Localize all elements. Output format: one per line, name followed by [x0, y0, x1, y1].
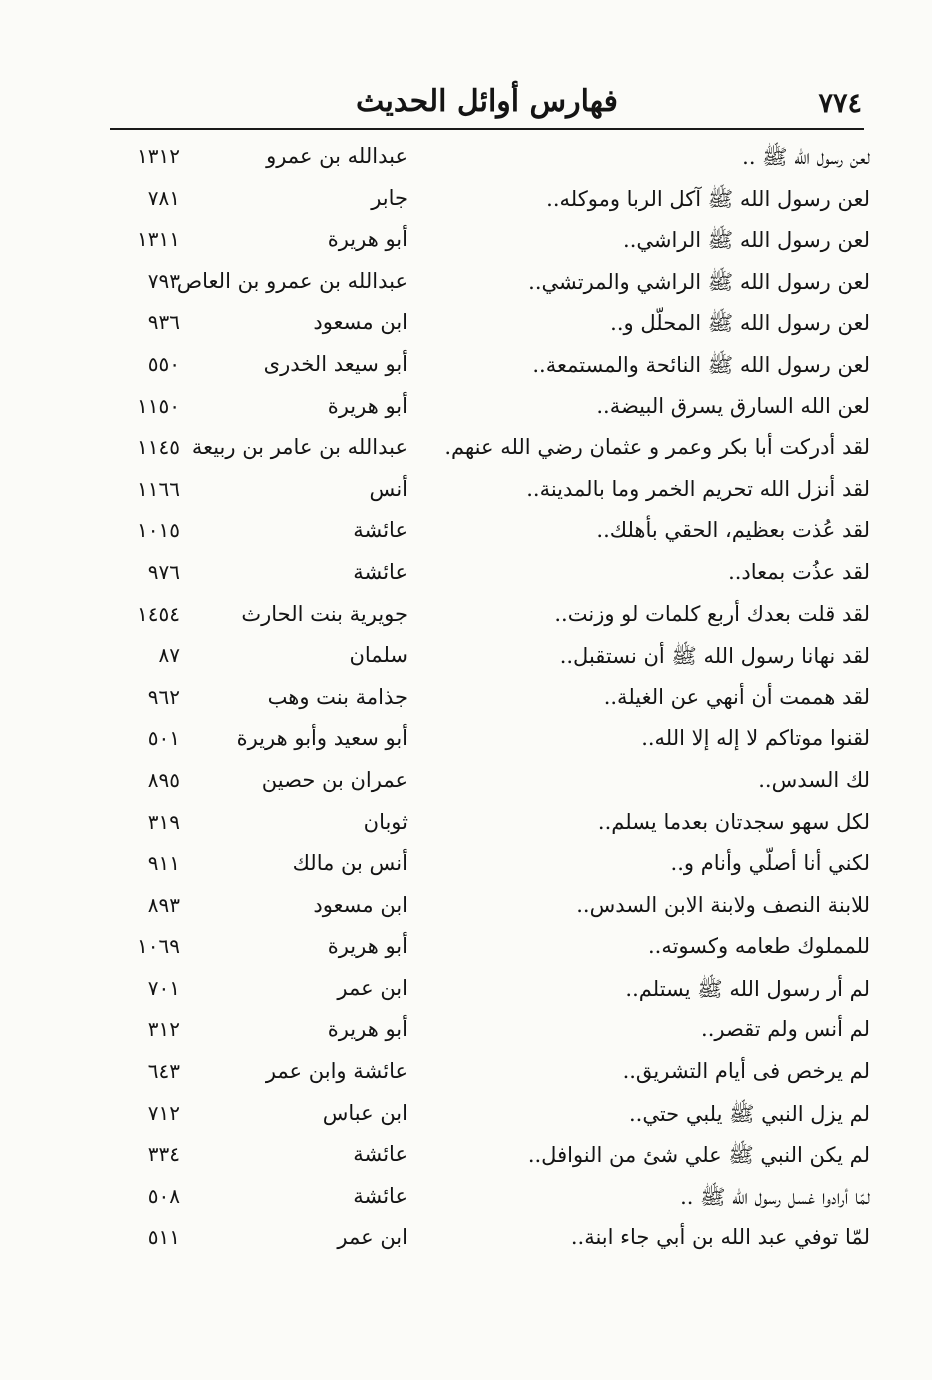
hadith-opening: لكني أنا أصلّي وأنام و.. [670, 851, 870, 876]
hadith-number: ٨٩٣ [147, 892, 180, 917]
hadith-number: ١٣١١ [137, 227, 180, 252]
hadith-opening: لقد أنزل الله تحريم الخمر وما بالمدينة.. [526, 476, 870, 501]
index-row [110, 1051, 870, 1093]
index-row [110, 136, 870, 178]
hadith-number: ١١٤٥ [137, 435, 180, 460]
index-row [110, 510, 870, 552]
narrator: جابر [371, 185, 408, 210]
narrator: عبدالله بن عامر بن ربيعة [191, 435, 408, 460]
hadith-opening: لعن رسول الله ﷺ .. [742, 145, 870, 169]
page-header [110, 80, 864, 130]
hadith-number: ٩٦٢ [147, 684, 180, 709]
hadith-opening: لم يكن النبي ﷺ علي شئ من النوافل.. [527, 1143, 870, 1168]
index-row [110, 219, 870, 261]
hadith-opening: لم يزل النبي ﷺ يلبي حتي.. [628, 1101, 870, 1126]
hadith-index-list [110, 136, 870, 1259]
narrator: أبو سعيد وأبو هريرة [236, 726, 408, 751]
hadith-number: ٨٩٥ [147, 767, 180, 792]
hadith-number: ٧٩٣ [147, 268, 180, 293]
hadith-opening: لعن رسول الله ﷺ النائحة والمستمعة.. [532, 352, 870, 377]
index-row [110, 718, 870, 760]
narrator: أبو هريرة [327, 393, 408, 418]
hadith-number: ٥٥٠ [147, 351, 180, 376]
hadith-opening: لقد أدركت أبا بكر وعمر و عثمان رضي الله عنهم. [444, 435, 870, 460]
hadith-opening: لعن رسول الله ﷺ الراشي.. [623, 228, 870, 253]
hadith-opening: لم يرخص فى أيام التشريق.. [622, 1059, 870, 1084]
hadith-opening: للابنة النصف ولابنة الابن السدس.. [576, 892, 870, 917]
hadith-number: ١١٦٦ [137, 476, 180, 501]
hadith-opening: لم أنس ولم تقصر.. [701, 1017, 870, 1042]
hadith-number: ١١٥٠ [137, 393, 180, 418]
hadith-opening: لمّا توفي عبد الله بن أبي جاء ابنة.. [570, 1225, 870, 1250]
index-row [110, 885, 870, 927]
hadith-number: ١٠١٥ [137, 518, 180, 543]
narrator: أبو سيعد الخدرى [263, 351, 408, 376]
hadith-number: ٦٤٣ [147, 1059, 180, 1084]
narrator: جويرية بنت الحارث [241, 601, 408, 626]
narrator: ابن مسعود [313, 892, 408, 917]
index-row [110, 802, 870, 844]
index-row [110, 427, 870, 469]
hadith-opening: للمملوك طعامه وكسوته.. [647, 934, 870, 959]
narrator: ابن عمر [337, 975, 408, 1000]
narrator: عبدالله بن عمرو بن العاص [176, 268, 408, 293]
hadith-opening: لعن رسول الله ﷺ آكل الربا وموكله.. [546, 186, 870, 211]
index-row [110, 677, 870, 719]
index-row [110, 843, 870, 885]
narrator: ابن مسعود [313, 310, 408, 335]
index-row [110, 386, 870, 428]
hadith-number: ٩٧٦ [147, 559, 180, 584]
hadith-number: ١٠٦٩ [137, 934, 180, 959]
narrator: ثوبان [363, 809, 408, 834]
narrator: عبدالله بن عمرو [266, 144, 408, 168]
hadith-number: ٣١٩ [147, 809, 180, 834]
narrator: عائشة [353, 1183, 408, 1208]
index-row [110, 344, 870, 386]
hadith-number: ٥٠٨ [147, 1183, 180, 1208]
hadith-number: ٣١٢ [147, 1017, 180, 1042]
index-row [110, 1009, 870, 1051]
hadith-opening: لعن الله السارق يسرق البيضة.. [596, 393, 870, 418]
hadith-opening: لك السدس.. [758, 767, 870, 792]
hadith-opening: لقد نهانا رسول الله ﷺ أن نستقبل.. [559, 644, 870, 669]
hadith-opening: لقد قلت بعدك أربع كلمات لو وزنت.. [554, 601, 870, 626]
hadith-number: ٣٣٤ [147, 1142, 180, 1167]
hadith-opening: لقنوا موتاكم لا إله إلا الله.. [641, 726, 870, 751]
index-row [110, 552, 870, 594]
index-row [110, 1176, 870, 1218]
hadith-opening: لمّا أرادوا غسل رسول الله ﷺ .. [680, 1184, 870, 1209]
index-row [110, 261, 870, 303]
narrator: عائشة وابن عمر [265, 1059, 408, 1084]
hadith-number: ٩٣٦ [147, 310, 180, 335]
narrator: جذامة بنت وهب [267, 684, 408, 709]
narrator: ابن عباس [322, 1100, 408, 1125]
narrator: عائشة [353, 518, 408, 543]
hadith-opening: لقد هممت أن أنهي عن الغيلة.. [603, 684, 870, 709]
narrator: عائشة [353, 559, 408, 584]
hadith-number: ٨٧ [158, 643, 180, 668]
narrator: ابن عمر [337, 1225, 408, 1250]
index-row [110, 302, 870, 344]
index-row [110, 926, 870, 968]
hadith-opening: لعن رسول الله ﷺ المحلّل و.. [610, 311, 870, 336]
hadith-number: ٩١١ [147, 851, 180, 876]
index-row [110, 1093, 870, 1135]
hadith-opening: لعن رسول الله ﷺ الراشي والمرتشي.. [528, 269, 870, 294]
hadith-number: ٥١١ [147, 1225, 180, 1250]
hadith-number: ٧١٢ [147, 1100, 180, 1125]
page-number: ٧٧٤ [818, 88, 862, 119]
hadith-number: ١٣١٢ [137, 144, 180, 168]
hadith-opening: لقد عُذت بعظيم، الحقي بأهلك.. [596, 518, 870, 543]
narrator: سلمان [349, 643, 408, 668]
index-row [110, 635, 870, 677]
hadith-number: ٧٨١ [147, 185, 180, 210]
index-row [110, 594, 870, 636]
narrator: أبو هريرة [327, 934, 408, 959]
hadith-opening: لم أر رسول الله ﷺ يستلم.. [625, 976, 870, 1001]
hadith-number: ٧٠١ [147, 975, 180, 1000]
index-row [110, 1134, 870, 1176]
narrator: أنس [369, 476, 408, 501]
narrator: أنس بن مالك [292, 851, 408, 876]
hadith-number: ٥٠١ [147, 726, 180, 751]
hadith-opening: لقد عذُت بمعاد.. [728, 559, 870, 584]
narrator: عائشة [353, 1142, 408, 1167]
index-row [110, 968, 870, 1010]
index-row [110, 1217, 870, 1259]
narrator: أبو هريرة [327, 227, 408, 252]
narrator: أبو هريرة [327, 1017, 408, 1042]
page-title: فهارس أوائل الحديث [356, 84, 618, 119]
index-row [110, 760, 870, 802]
index-row [110, 469, 870, 511]
narrator: عمران بن حصين [261, 767, 408, 792]
hadith-opening: لكل سهو سجدتان بعدما يسلم.. [597, 809, 870, 834]
hadith-number: ١٤٥٤ [137, 601, 180, 626]
index-row [110, 178, 870, 220]
